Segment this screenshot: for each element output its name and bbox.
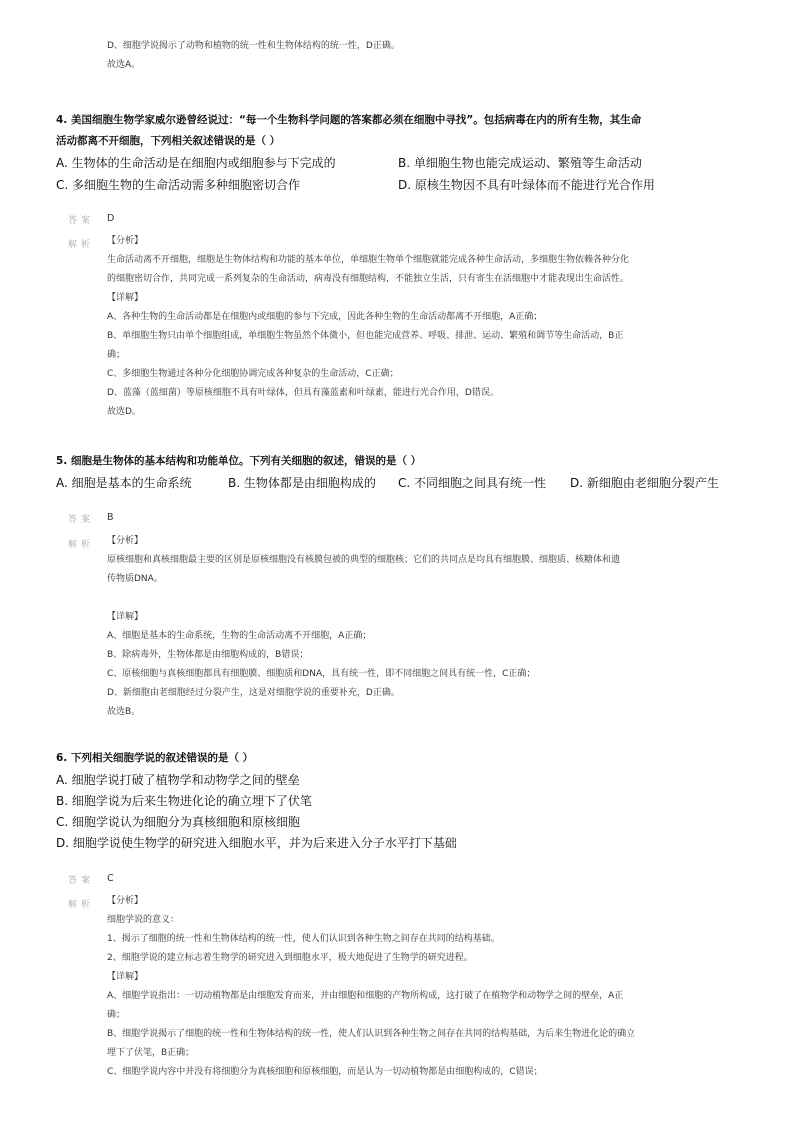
analysis-line: C、原核细胞与真核细胞都具有细胞膜、细胞质和DNA，具有统一性，即不同细胞之间具有统一性，C正确； [107, 669, 536, 679]
stem-line: 6. 下列相关细胞学说的叙述错误的是（ ） [56, 752, 254, 764]
analysis-line: 【详解】 [107, 972, 144, 982]
top-continuation [107, 37, 400, 75]
analysis-line: 【分析】 [107, 236, 144, 246]
analysis-line: 原核细胞和真核细胞最主要的区别是原核细胞没有核膜包被的典型的细胞核；它们的共同点是均具有细胞膜、细胞质、核糖体和遗 [107, 555, 621, 565]
q6-option-b: B. 细胞学说为后来生物进化论的确立埋下了伏笔 [56, 794, 312, 808]
stem-line: 5. 细胞是生物体的基本结构和功能单位。下列有关细胞的叙述，错误的是（ ） [56, 455, 422, 467]
analysis-line: 传物质DNA。 [107, 574, 163, 584]
analysis-line: 确； [107, 1010, 126, 1020]
analysis-line: 生命活动离不开细胞，细胞是生物体结构和功能的基本单位，单细胞生物单个细胞就能完成各种生命活动，多细胞生物依赖各种分化 [107, 255, 630, 265]
analysis-line: 埋下了伏笔，B正确； [107, 1048, 195, 1058]
analysis-line: D、新细胞由老细胞经过分裂产生，这是对细胞学说的重要补充，D正确。 [107, 688, 400, 698]
q5-answer-label: 答案 [68, 515, 95, 525]
analysis-line: 【分析】 [107, 896, 144, 906]
q4-analysis-label: 解析 [68, 240, 95, 250]
q4-answer-label: 答案 [68, 216, 95, 226]
analysis-line: 【分析】 [107, 536, 144, 546]
analysis-line [107, 589, 620, 608]
q4-analysis [107, 232, 629, 422]
stem-line: 4. 美国细胞生物学家威尔逊曾经说过：“每一个生物科学问题的答案都必须在细胞中寻找”。包括病毒在内的所有生物，其生命 [56, 114, 642, 126]
analysis-line: B、除病毒外，生物体都是由细胞构成的，B错误； [107, 650, 309, 660]
analysis-line: 故选D。 [107, 407, 141, 417]
q4-option-b: B. 单细胞生物也能完成运动、繁殖等生命活动 [398, 156, 642, 170]
analysis-line: A、各种生物的生命活动都是在细胞内或细胞的参与下完成，因此各种生物的生命活动都离不开细胞，A正确； [107, 312, 543, 322]
q5-answer-value: B [107, 512, 114, 523]
q4-option-c: C. 多细胞生物的生命活动需多种细胞密切合作 [56, 178, 301, 192]
analysis-line: 细胞学说的意义： [107, 915, 180, 925]
analysis-line: D、蓝藻（蓝细菌）等原核细胞不具有叶绿体，但具有藻蓝素和叶绿素，能进行光合作用，D错误。 [107, 388, 499, 398]
analysis-line: 确； [107, 350, 126, 360]
analysis-line: 【详解】 [107, 612, 144, 622]
q5-analysis [107, 532, 620, 722]
q5-analysis-label: 解析 [68, 540, 95, 550]
analysis-line: C、多细胞生物通过各种分化细胞协调完成各种复杂的生命活动，C正确； [107, 369, 399, 379]
q6-analysis [107, 892, 635, 1082]
analysis-line: 故选B。 [107, 707, 141, 717]
stem-line: 活动都离不开细胞，下列相关叙述错误的是（ ） [56, 135, 281, 147]
analysis-line: 1、揭示了细胞的统一性和生物体结构的统一性，使人们认识到各种生物之间存在共同的结构基础。 [107, 934, 500, 944]
text-line: D、细胞学说揭示了动物和植物的统一性和生物体结构的统一性，D正确。 [107, 41, 400, 51]
question-5-stem [56, 451, 421, 472]
q6-analysis-label: 解析 [68, 900, 95, 910]
q5-option-a: A. 细胞是基本的生命系统 [56, 476, 192, 490]
q6-answer-label: 答案 [68, 876, 95, 886]
text-line: 故选A。 [107, 60, 141, 70]
q5-option-b: B. 生物体都是由细胞构成的 [228, 476, 376, 490]
q4-answer-value: D [107, 213, 115, 224]
analysis-line: 2、细胞学说的建立标志着生物学的研究进入到细胞水平，极大地促进了生物学的研究进程。 [107, 953, 473, 963]
question-4-stem [56, 110, 641, 152]
q5-option-c: C. 不同细胞之间具有统一性 [398, 476, 547, 490]
analysis-line: 【详解】 [107, 293, 144, 303]
q6-option-d: D. 细胞学说使生物学的研究进入细胞水平，并为后来进入分子水平打下基础 [56, 836, 457, 850]
q6-answer-value: C [107, 873, 114, 884]
analysis-line: B、细胞学说揭示了细胞的统一性和生物体结构的统一性，使人们认识到各种生物之间存在共同的结构基础，为后来生物进化论的确立 [107, 1029, 636, 1039]
analysis-line: A、细胞学说指出：一切动植物都是由细胞发育而来，并由细胞和细胞的产物所构成，这打破了在植物学和动物学之间的壁垒，A正 [107, 991, 624, 1001]
q5-option-d: D. 新细胞由老细胞分裂产生 [570, 476, 719, 490]
analysis-line: B、单细胞生物只由单个细胞组成，单细胞生物虽然个体微小，但也能完成营养、呼吸、排泄、运动、繁殖和调节等生命活动，B正 [107, 331, 624, 341]
q6-option-a: A. 细胞学说打破了植物学和动物学之间的壁垒 [56, 773, 300, 787]
q4-option-d: D. 原核生物因不具有叶绿体而不能进行光合作用 [398, 178, 655, 192]
question-6-stem [56, 748, 253, 769]
q4-option-a: A. 生物体的生命活动是在细胞内或细胞参与下完成的 [56, 156, 336, 170]
q6-option-c: C. 细胞学说认为细胞分为真核细胞和原核细胞 [56, 815, 301, 829]
analysis-line: 的细胞密切合作，共同完成一系列复杂的生命活动，病毒没有细胞结构，不能独立生活，只有寄生在活细胞中才能表现出生命活性。 [107, 274, 630, 284]
analysis-line: C、细胞学说内容中并没有将细胞分为真核细胞和原核细胞，而是认为一切动植物都是由细胞构成的，C错误； [107, 1067, 543, 1077]
analysis-line: A、细胞是基本的生命系统，生物的生命活动离不开细胞，A正确； [107, 631, 372, 641]
